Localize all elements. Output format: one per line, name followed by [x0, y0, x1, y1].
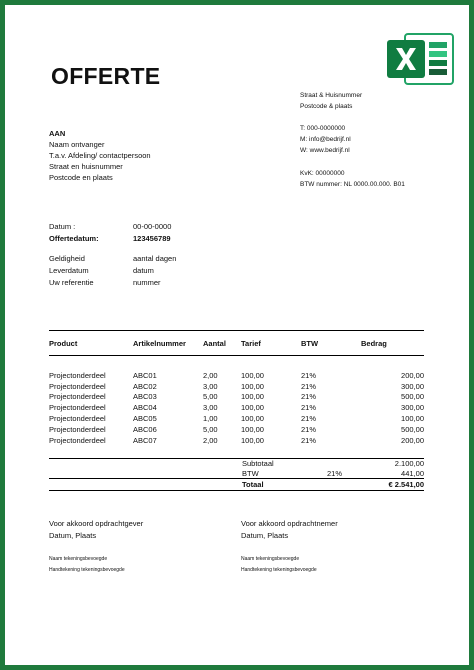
- cell-btw: 21%: [301, 403, 317, 413]
- totals-block: [49, 458, 424, 491]
- cell-rate: 100,00: [241, 370, 264, 380]
- cell-article: ABC04: [133, 403, 157, 413]
- btw-label: BTW: [242, 468, 259, 478]
- date-value: 00-00-0000: [133, 222, 172, 231]
- cell-quantity: 5,00: [203, 392, 218, 402]
- cell-quantity: 5,00: [203, 424, 218, 434]
- sender-kvk: KvK: 00000000: [300, 170, 345, 177]
- cell-rate: 100,00: [241, 435, 264, 445]
- items-header-row: [49, 331, 424, 356]
- delivery-value: datum: [133, 266, 154, 275]
- cell-article: ABC06: [133, 424, 157, 434]
- table-row: [49, 424, 424, 435]
- recipient-city: Postcode en plaats: [49, 173, 113, 182]
- cell-amount: 300,00: [401, 381, 424, 391]
- sender-web: W: www.bedrijf.nl: [300, 147, 350, 154]
- subtotal-value: 2.100,00: [394, 459, 424, 469]
- cell-amount: 100,00: [401, 414, 424, 424]
- cell-article: ABC05: [133, 414, 157, 424]
- header-btw: BTW: [301, 331, 361, 356]
- cell-quantity: 3,00: [203, 381, 218, 391]
- cell-quantity: 2,00: [203, 370, 218, 380]
- sender-address: [300, 90, 362, 112]
- recipient-attn: T.a.v. Afdeling/ contactpersoon: [49, 151, 151, 160]
- items-table: [49, 330, 424, 446]
- recipient-heading: AAN: [49, 129, 66, 138]
- header-rate: Tarief: [241, 331, 301, 356]
- cell-btw: 21%: [301, 392, 317, 402]
- total-label: Totaal: [242, 480, 264, 489]
- cell-rate: 100,00: [241, 414, 264, 424]
- reference-value: nummer: [133, 278, 161, 287]
- cell-rate: 100,00: [241, 424, 264, 434]
- cell-btw: 21%: [301, 414, 317, 424]
- contractor-approval: [241, 518, 338, 542]
- cell-article: ABC07: [133, 435, 157, 445]
- cell-amount: 500,00: [401, 392, 424, 402]
- validity-label: Geldigheid: [49, 254, 85, 263]
- table-row: [49, 381, 424, 392]
- offer-date-label: Offertedatum:: [49, 234, 99, 243]
- cell-article: ABC01: [133, 370, 157, 380]
- recipient-name: Naam ontvanger: [49, 140, 105, 149]
- cell-amount: 200,00: [401, 435, 424, 445]
- sender-registration: [300, 168, 405, 190]
- table-row: [49, 392, 424, 403]
- document-title: OFFERTE: [51, 63, 161, 89]
- client-approval-heading: Voor akkoord opdrachtgever: [49, 519, 144, 528]
- date-label: Datum :: [49, 222, 76, 231]
- subtotal-row: [49, 459, 424, 469]
- table-row: [49, 435, 424, 446]
- client-signature: Handtekening tekeningsbevoegde: [49, 567, 125, 573]
- cell-article: ABC02: [133, 381, 157, 391]
- cell-amount: 200,00: [401, 370, 424, 380]
- cell-btw: 21%: [301, 381, 317, 391]
- offer-date-value: 123456789: [133, 234, 171, 243]
- sender-address-line2: Postcode & plaats: [300, 103, 353, 110]
- cell-product: Projectonderdeel: [49, 392, 106, 402]
- cell-rate: 100,00: [241, 381, 264, 391]
- total-row: [49, 478, 424, 491]
- client-signatory-name: Naam tekeningsbevoegde: [49, 556, 108, 562]
- total-value: € 2.541,00: [388, 480, 424, 489]
- document-page: [5, 5, 469, 665]
- cell-rate: 100,00: [241, 403, 264, 413]
- header-article: Artikelnummer: [133, 331, 203, 356]
- recipient-block: [49, 128, 151, 183]
- table-row: [49, 370, 424, 381]
- sender-btw: BTW nummer: NL 0000.00.000. B01: [300, 181, 405, 188]
- cell-quantity: 3,00: [203, 403, 218, 413]
- btw-value: 441,00: [401, 468, 424, 478]
- cell-product: Projectonderdeel: [49, 370, 106, 380]
- cell-btw: 21%: [301, 435, 317, 445]
- validity-value: aantal dagen: [133, 254, 177, 263]
- header-product: Product: [49, 331, 133, 356]
- cell-product: Projectonderdeel: [49, 381, 106, 391]
- table-row: [49, 402, 424, 413]
- client-approval-place: Datum, Plaats: [49, 531, 97, 540]
- cell-btw: 21%: [301, 370, 317, 380]
- header-quantity: Aantal: [203, 331, 241, 356]
- cell-quantity: 2,00: [203, 435, 218, 445]
- cell-product: Projectonderdeel: [49, 424, 106, 434]
- header-amount: Bedrag: [361, 331, 424, 356]
- offer-terms: [49, 253, 176, 289]
- client-approval: [49, 518, 143, 542]
- reference-label: Uw referentie: [49, 278, 94, 287]
- cell-article: ABC03: [133, 392, 157, 402]
- excel-icon: [385, 32, 455, 86]
- offer-dates: [49, 221, 171, 245]
- sender-address-line1: Straat & Huisnummer: [300, 92, 363, 99]
- cell-product: Projectonderdeel: [49, 435, 106, 445]
- contractor-approval-heading: Voor akkoord opdrachtnemer: [241, 519, 338, 528]
- btw-percentage: 21%: [327, 468, 343, 478]
- cell-product: Projectonderdeel: [49, 414, 106, 424]
- cell-amount: 500,00: [401, 424, 424, 434]
- recipient-street: Straat en huisnummer: [49, 162, 123, 171]
- table-row: [49, 413, 424, 424]
- contractor-signatory-name: Naam tekeningsbevoegde: [241, 556, 300, 562]
- cell-product: Projectonderdeel: [49, 403, 106, 413]
- contractor-signature: Handtekening tekeningsbevoegde: [241, 567, 317, 573]
- cell-amount: 300,00: [401, 403, 424, 413]
- delivery-label: Leverdatum: [49, 266, 89, 275]
- cell-rate: 100,00: [241, 392, 264, 402]
- subtotal-label: Subtotaal: [242, 459, 274, 469]
- sender-contact: [300, 123, 351, 156]
- sender-email: M: info@bedrijf.nl: [300, 136, 351, 143]
- sender-phone: T: 000-0000000: [300, 125, 346, 132]
- btw-row: [49, 469, 424, 479]
- cell-quantity: 1,00: [203, 414, 218, 424]
- cell-btw: 21%: [301, 424, 317, 434]
- contractor-approval-place: Datum, Plaats: [241, 531, 289, 540]
